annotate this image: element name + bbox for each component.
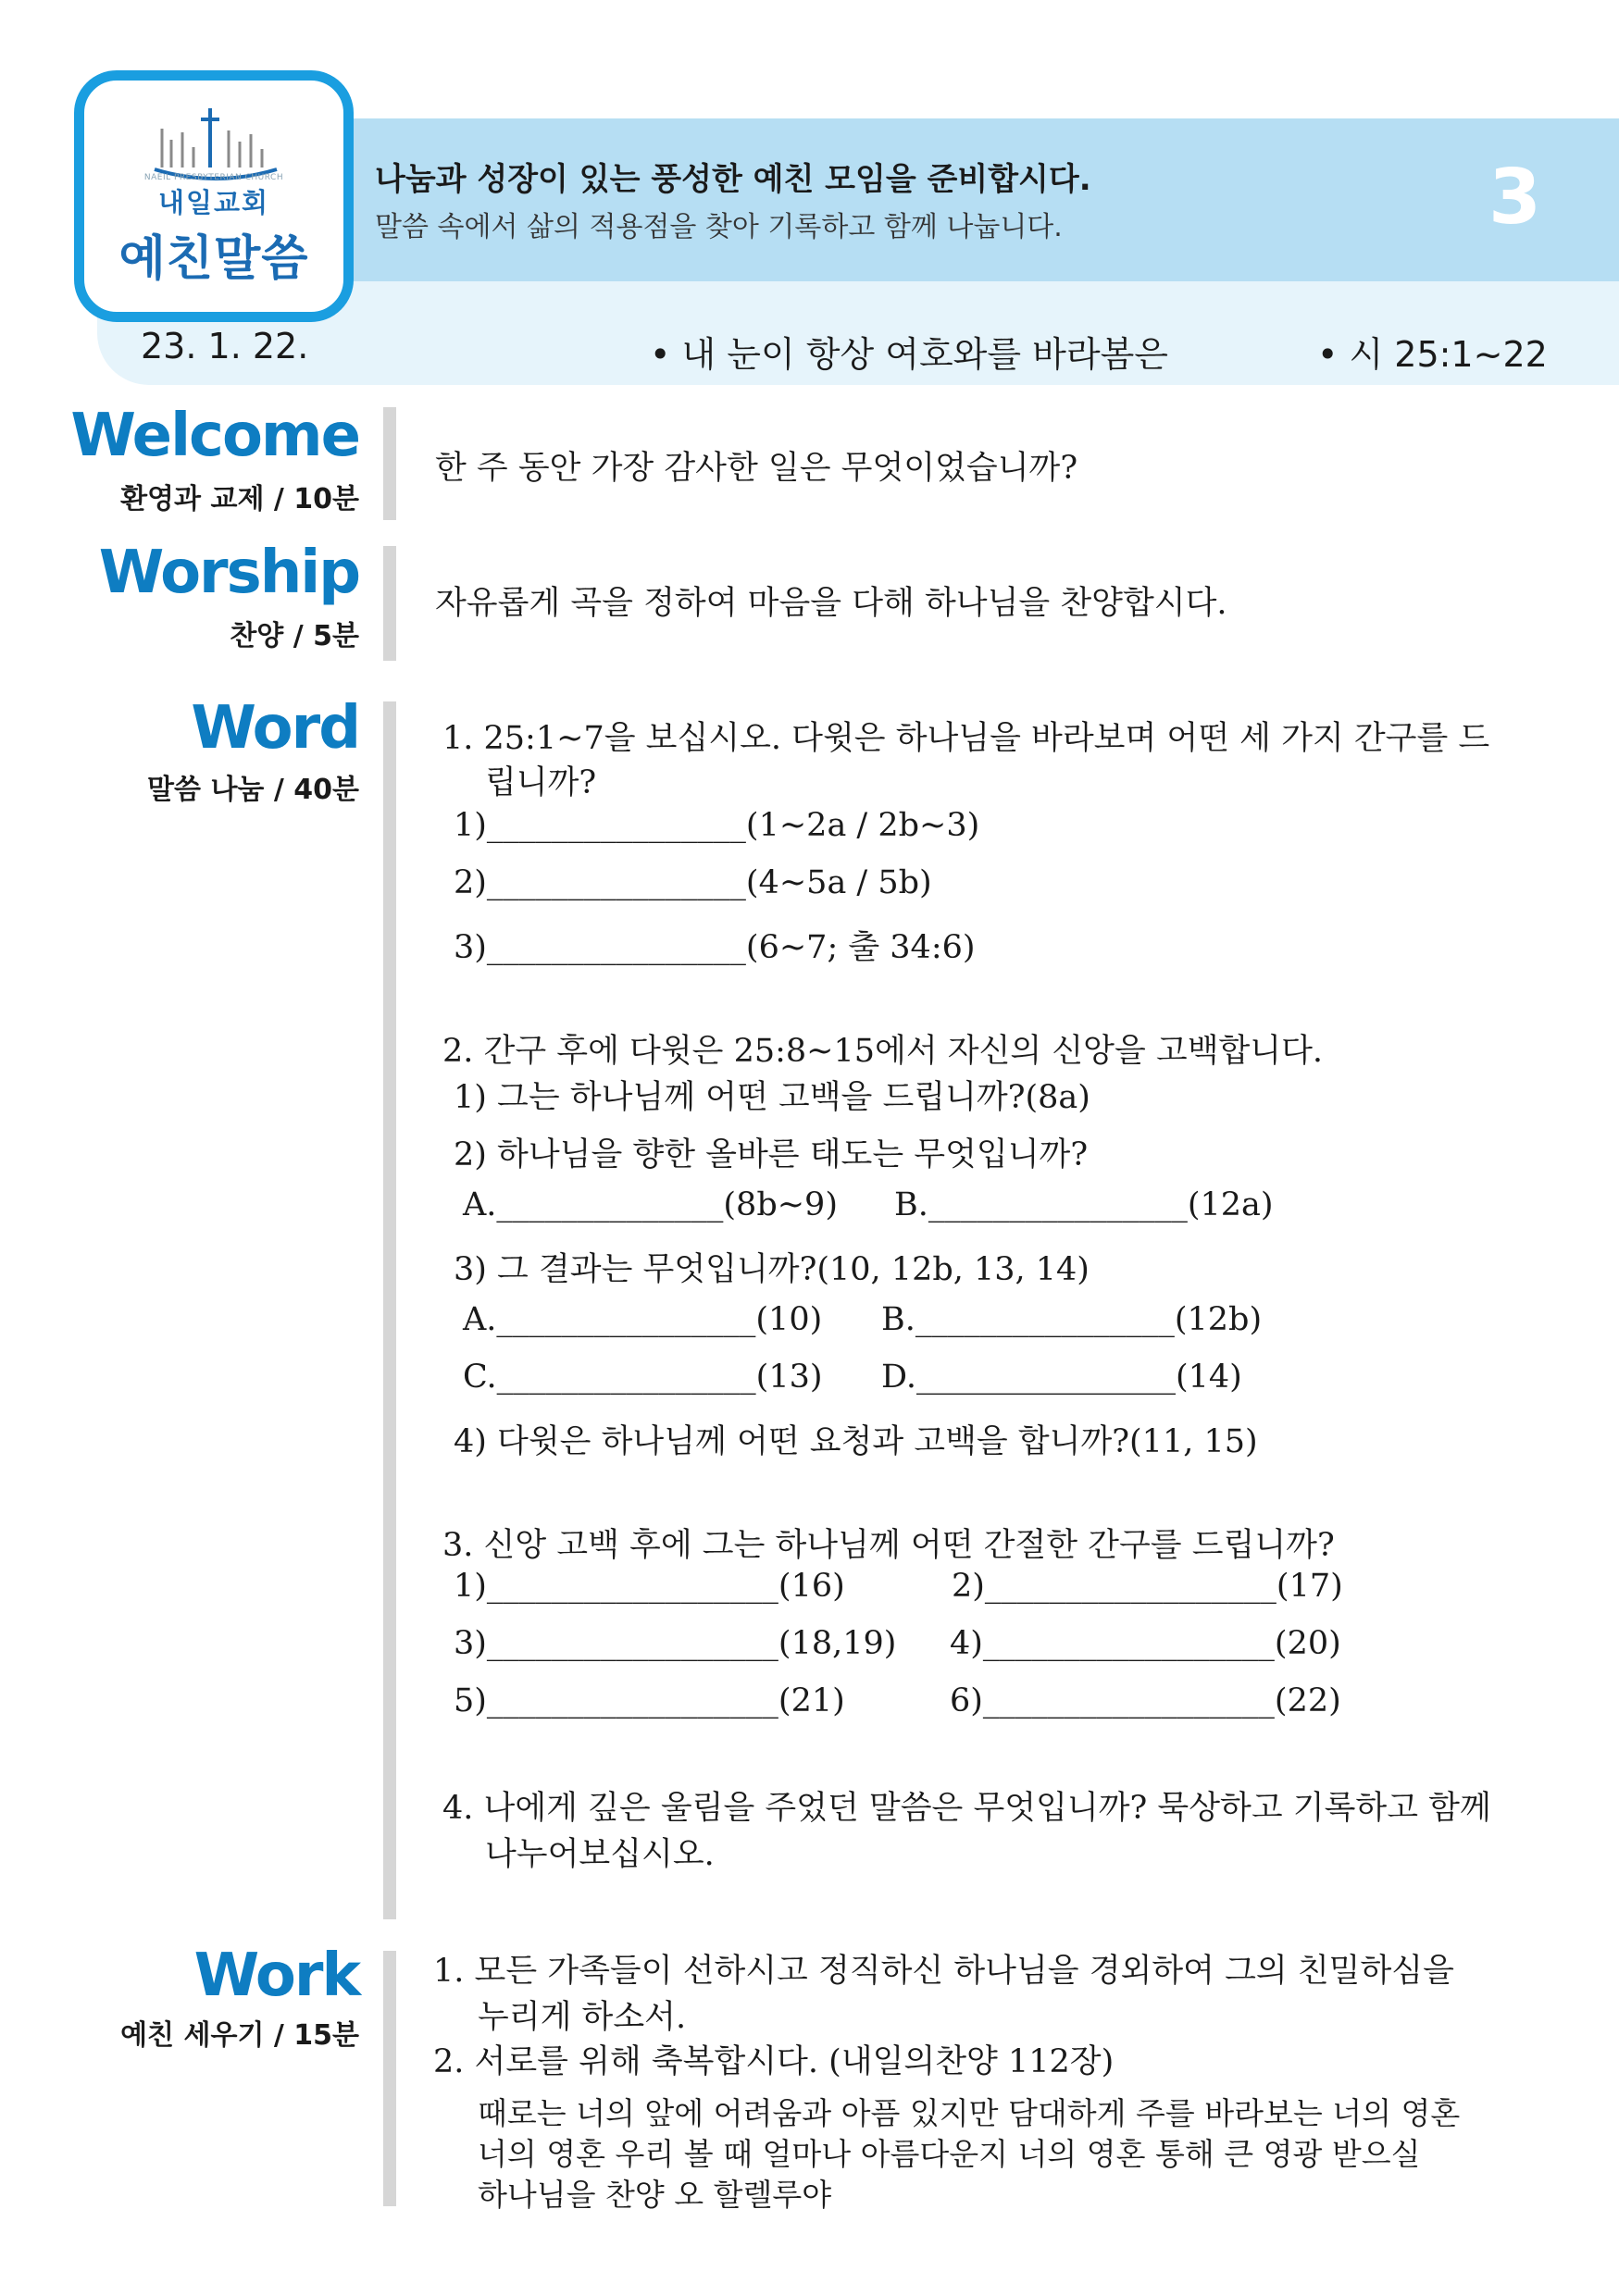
lesson-topic: • 내 눈이 항상 여호와를 바라봄은	[650, 334, 1169, 375]
logo-english-name: NAEIL PRESBYTERIAN CHURCH	[143, 173, 284, 182]
hymn-lyrics-line2: 너의 영혼 우리 볼 때 얼마나 아름다운지 너의 영혼 통해 큰 영광 받으실	[478, 2136, 1421, 2172]
q1-line2: 립니까?	[485, 764, 597, 801]
logo-title: 예친말씀	[118, 231, 309, 287]
hymn-lyrics-line1: 때로는 너의 앞에 어려움과 아픔 있지만 담대하게 주를 바라보는 너의 영혼	[478, 2095, 1461, 2131]
word-divider	[383, 701, 396, 1919]
q3-answer-6: 6)__________________(22)	[950, 1682, 1341, 1719]
work-divider	[383, 1951, 396, 2206]
q4-line2: 나누어보십시오.	[485, 1836, 715, 1873]
q2-sub3-a: A.________________(10)	[463, 1301, 823, 1338]
q2-line1: 2. 간구 후에 다윗은 25:8~15에서 자신의 신앙을 고백합니다.	[442, 1033, 1324, 1070]
q3-answer-5: 5)__________________(21)	[454, 1682, 845, 1719]
q2-sub2-a: A.______________(8b~9)	[463, 1186, 838, 1223]
work-subtitle: 예친 세우기 / 15분	[120, 2019, 359, 2052]
q3-answer-3: 3)__________________(18,19)	[454, 1625, 897, 1662]
welcome-title: Welcome	[70, 402, 359, 470]
word-title: Word	[191, 694, 359, 763]
q2-sub1: 1) 그는 하나님께 어떤 고백을 드립니까?(8a)	[454, 1079, 1090, 1116]
q1-answer-3: 3)________________(6~7; 출 34:6)	[454, 929, 976, 966]
q2-sub2-b: B.________________(12a)	[894, 1186, 1274, 1223]
welcome-question: 한 주 동안 가장 감사한 일은 무엇이었습니까?	[435, 450, 1078, 487]
work-prayer-1-line2: 누리게 하소서.	[478, 1999, 687, 2036]
logo	[74, 70, 354, 322]
welcome-subtitle: 환영과 교제 / 10분	[120, 483, 359, 515]
q1-answer-1: 1)________________(1~2a / 2b~3)	[454, 807, 980, 844]
work-prayer-2: 2. 서로를 위해 축복합시다. (내일의찬양 112장)	[433, 2043, 1115, 2080]
q3-answer-2: 2)__________________(17)	[952, 1568, 1343, 1605]
q3-answer-4: 4)__________________(20)	[950, 1625, 1341, 1662]
header-subline: 말씀 속에서 삶의 적용점을 찾아 기록하고 함께 나눕니다.	[375, 211, 1063, 243]
q4-line1: 4. 나에게 깊은 울림을 주었던 말씀은 무엇입니까? 묵상하고 기록하고 함께	[442, 1790, 1491, 1827]
worship-subtitle: 찬양 / 5분	[230, 620, 359, 652]
q2-sub3-b: B.________________(12b)	[881, 1301, 1263, 1338]
q1-answer-2: 2)________________(4~5a / 5b)	[454, 864, 932, 901]
header-headline: 나눔과 성장이 있는 풍성한 예친 모임을 준비합시다.	[375, 161, 1091, 198]
q3-answer-1: 1)__________________(16)	[454, 1568, 845, 1605]
q2-sub3: 3) 그 결과는 무엇입니까?(10, 12b, 13, 14)	[454, 1251, 1090, 1288]
work-prayer-1-line1: 1. 모든 가족들이 선하시고 정직하신 하나님을 경외하여 그의 친밀하심을	[433, 1953, 1454, 1990]
header-band	[143, 118, 1619, 281]
logo-church-name: 내일교회	[157, 187, 270, 218]
word-subtitle: 말씀 나눔 / 40분	[147, 774, 359, 806]
worship-divider	[383, 546, 396, 661]
q2-sub3-d: D.________________(14)	[881, 1359, 1242, 1396]
q2-sub3-c: C.________________(13)	[463, 1359, 823, 1396]
worship-instruction: 자유롭게 곡을 정하여 마음을 다해 하나님을 찬양합시다.	[435, 585, 1227, 622]
hymn-lyrics-line3: 하나님을 찬양 오 할렐루야	[478, 2177, 832, 2213]
q1-line1: 1. 25:1~7을 보십시오. 다윗은 하나님을 바라보며 어떤 세 가지 간구를 드	[442, 720, 1490, 757]
q3-line1: 3. 신앙 고백 후에 그는 하나님께 어떤 간절한 간구를 드립니까?	[442, 1527, 1335, 1564]
church-skyline-icon	[151, 103, 280, 184]
scripture-reference: • 시 25:1~22	[1317, 334, 1548, 375]
welcome-divider	[383, 407, 396, 520]
lesson-number: 3	[1488, 154, 1542, 242]
q2-sub4: 4) 다윗은 하나님께 어떤 요청과 고백을 합니까?(11, 15)	[454, 1423, 1258, 1460]
date: 23. 1. 22.	[141, 326, 309, 366]
work-title: Work	[193, 1942, 359, 2010]
worship-title: Worship	[98, 539, 359, 607]
q2-sub2: 2) 하나님을 향한 올바른 태도는 무엇입니까?	[454, 1136, 1089, 1173]
